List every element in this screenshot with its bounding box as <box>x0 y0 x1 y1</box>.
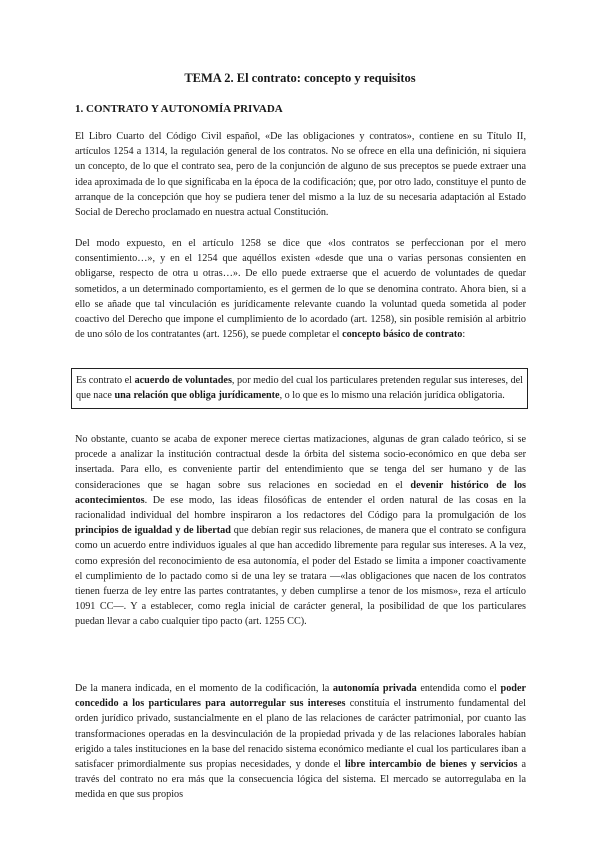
bold-term-libre-intercambio: libre intercambio de bienes y servicios <box>344 759 518 771</box>
paragraph-4-text-2: entendida como el <box>416 683 501 694</box>
bold-term-relacion: una relación que obliga jurídicamente <box>114 390 280 402</box>
definition-box <box>71 368 528 409</box>
bold-term-poder: poder concedido a los particulares para autorregular sus intereses <box>75 683 526 710</box>
bold-term-concepto-basico: concepto básico de contrato <box>342 329 463 341</box>
paragraph-2-text: Del modo expuesto, en el artículo 1258 se dice que «los contratos se perfeccionan por el mero consentimiento…», y en el 1254 que aquéllos existen «desde que una o varias personas consienten en obligarse, respecto de otra u otras…». De ello puede extraerse que el acuerdo de voluntades de quedar sometidos, a un determinado comportamiento, es el germen de lo que se denomina contrato. Ahora bien, si a ello se añade que tal vinculación es jurídicamente relevante cuando la voluntad queda sometida al poder coactivo del Derecho que impone el cumplimiento de lo acordado (art. 1258), sin posible remisión al arbitrio de uno sólo de los contratantes (art. 1256), se puede completar el <box>75 238 526 341</box>
bold-term-autonomia: autonomía privada <box>332 683 417 694</box>
paragraph-4-text-4: a través del contrato no era más que la consecuencia lógica del sistema. El mercado se autorregulaba en la medida en que sus propios <box>75 759 526 801</box>
definition-text-1: Es contrato el <box>76 375 135 386</box>
paragraph-4-text-3: constituía el instrumento fundamental del orden jurídico privado, sustancialmente en el plano de las relaciones de carácter patrimonial, por cuanto las transformaciones operadas en la desvinculación de la propiedad privada y de las relaciones laborales habían erigido a tales instituciones en la base del renacido sistema económico mediante el cual los particulares iban a satisfacer primordialmente sus propias necesidades, y donde el <box>75 698 527 771</box>
bold-term-principios: principios de igualdad y de libertad <box>75 525 231 537</box>
paragraph-1-text: El Libro Cuarto del Código Civil español, «De las obligaciones y contratos», contiene en su Título II, artículos 1254 a 1314, la regulación general de los contratos. No se ofrece en ella una definición, ni siquiera un concepto, de lo que el contrato sea, pero de la conjunción de alguno de sus preceptos se puede extraer una idea aproximada de lo que significaba en la época de la codificación; que, por otro lado, constituye el punto de arranque de la concepción que hoy se pudiera tener del mismo a la luz de su necesaria adaptación al Estado Social de Derecho proclamado en nuestra actual Constitución. <box>75 131 526 219</box>
bold-term-acuerdo: acuerdo de voluntades <box>134 375 232 386</box>
paragraph-3 <box>75 432 526 630</box>
paragraph-3-text-3: que debían regir sus relaciones, de manera que el contrato se configura como un acuerdo entre individuos iguales al que han accedido libremente para regular sus intereses. A la vez, como expresión del reconocimiento de esa autonomía, el poder del Estado se limita a imponer coactivamente el cumplimiento de lo pactado como si de una ley se tratara —«las obligaciones que nacen de los contratos tienen fuerza de ley entre las partes contratantes, y deben cumplirse a tenor de los mismos», reza el artículo 1091 CC—. Y a establecer, como regla inicial de carácter general, la posibilidad de que los particulares puedan llevar a cabo cualquier tipo pacto (art. 1255 CC). <box>75 525 526 628</box>
paragraph-2-end: : <box>462 329 466 341</box>
section-heading: 1. CONTRATO Y AUTONOMÍA PRIVADA <box>75 103 283 115</box>
document-title: TEMA 2. El contrato: concepto y requisitos <box>184 71 416 85</box>
bold-term-devenir: devenir histórico de los acontecimientos <box>75 479 526 506</box>
paragraph-3-text-2: . De ese modo, las ideas filosóficas de entender el orden natural de las cosas en la racionalidad individual del hombre inspiraron a los redactores del Código para la promulgación de los <box>75 494 526 522</box>
paragraph-1 <box>75 129 526 220</box>
definition-text-2: , por medio del cual los particulares pretenden regular sus intereses, del que nace <box>76 375 524 402</box>
paragraph-4 <box>75 681 526 803</box>
paragraph-3-text-1: No obstante, cuanto se acaba de exponer merece ciertas matizaciones, algunas de gran calado teórico, si se procede a analizar la institución contractual desde la órbita del sistema socio-económico en que deba ser insertada. Para ello, es conveniente partir del entendimiento que se tenga del ser humano y de las consideraciones que se hagan sobre sus relaciones en sociedad en el <box>75 434 526 491</box>
paragraph-2 <box>75 236 526 342</box>
paragraph-4-text-1: De la manera indicada, en el momento de la codificación, la <box>75 683 333 694</box>
definition-text-3: , o lo que es lo mismo una relación jurídica obligatoria. <box>279 390 505 402</box>
